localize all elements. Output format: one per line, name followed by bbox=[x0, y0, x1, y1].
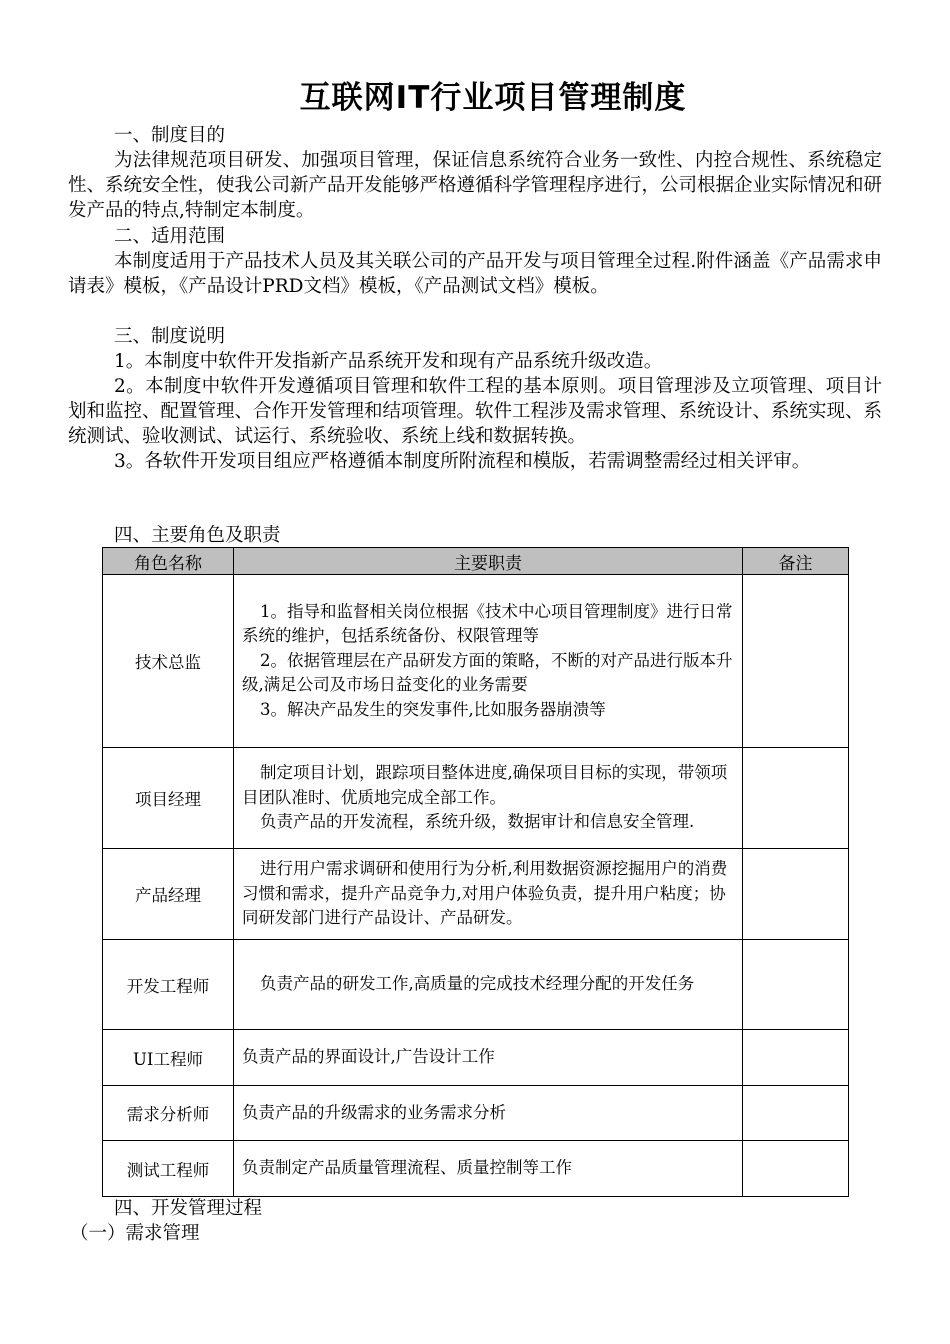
role-name: 技术总监 bbox=[103, 575, 234, 748]
role-note bbox=[743, 1030, 849, 1086]
table-row bbox=[103, 940, 849, 1030]
table-row bbox=[103, 575, 849, 748]
table-row bbox=[103, 1030, 849, 1086]
role-name: 产品经理 bbox=[103, 849, 234, 940]
section-1-body bbox=[68, 148, 882, 223]
section-3-item: 3。各软件开发项目组应严格遵循本制度所附流程和模版，若需调整需经过相关评审。 bbox=[114, 451, 811, 472]
role-name: 开发工程师 bbox=[103, 940, 234, 1030]
role-note bbox=[743, 748, 849, 849]
section-2-paragraph: 本制度适用于产品技术人员及其关联公司的产品开发与项目管理全过程.附件涵盖《产品需求申请表》模板，《产品设计PRD文档》模板，《产品测试文档》模板。 bbox=[68, 251, 882, 297]
role-duties bbox=[234, 1030, 743, 1086]
duty-line: 3。解决产品发生的突发事件,比如服务器崩溃等 bbox=[260, 699, 606, 719]
role-note bbox=[743, 1086, 849, 1141]
role-name: UI工程师 bbox=[103, 1030, 234, 1086]
section-1-paragraph: 为法律规范项目研发、加强项目管理，保证信息系统符合业务一致性、内控合规性、系统稳定性、系统安全性，使我公司新产品开发能够严格遵循科学管理程序进行，公司根据企业实际情况和研发产品的特点,特制定本制度。 bbox=[68, 150, 883, 221]
duty-line: 2。依据管理层在产品研发方面的策略，不断的对产品进行版本升级,满足公司及市场日益变化的业务需要 bbox=[242, 650, 733, 695]
table-row bbox=[103, 748, 849, 849]
table-row bbox=[103, 849, 849, 940]
role-note bbox=[743, 849, 849, 940]
role-duties bbox=[234, 1141, 743, 1197]
role-duties bbox=[234, 575, 743, 748]
section-3-item: 1。本制度中软件开发指新产品系统开发和现有产品系统升级改造。 bbox=[114, 351, 663, 372]
role-name: 需求分析师 bbox=[103, 1086, 234, 1141]
role-duties bbox=[234, 1086, 743, 1141]
duty-line: 1。指导和监督相关岗位根据《技术中心项目管理制度》进行日常系统的维护，包括系统备份、权限管理等 bbox=[242, 601, 733, 646]
section-3-body bbox=[68, 349, 882, 474]
header-notes: 备注 bbox=[743, 548, 849, 575]
role-name: 测试工程师 bbox=[103, 1141, 234, 1197]
duty-line: 负责产品的升级需求的业务需求分析 bbox=[242, 1102, 506, 1122]
document-title: 互联网IT行业项目管理制度 bbox=[299, 80, 687, 116]
duty-line: 进行用户需求调研和使用行为分析,利用数据资源挖掘用户的消费习惯和需求，提升产品竞争力,对用户体验负责，提升用户粘度；协同研发部门进行产品设计、产品研发。 bbox=[242, 859, 728, 928]
table-row bbox=[103, 1086, 849, 1141]
role-duties bbox=[234, 849, 743, 940]
header-main-duties: 主要职责 bbox=[234, 548, 743, 575]
duty-line: 负责制定产品质量管理流程、质量控制等工作 bbox=[242, 1158, 572, 1178]
section-4-heading: 四、主要角色及职责 bbox=[114, 525, 281, 546]
section-3-heading: 三、制度说明 bbox=[114, 326, 226, 347]
duty-line: 负责产品的研发工作,高质量的完成技术经理分配的开发任务 bbox=[260, 974, 695, 994]
roles-table bbox=[102, 547, 849, 1197]
role-duties bbox=[234, 940, 743, 1030]
role-note bbox=[743, 575, 849, 748]
section-5-heading: 四、开发管理过程 bbox=[114, 1198, 263, 1219]
section-1-heading: 一、制度目的 bbox=[114, 125, 226, 146]
table-header-row bbox=[103, 548, 849, 575]
table-row bbox=[103, 1141, 849, 1197]
section-5-subheading: （一）需求管理 bbox=[70, 1223, 200, 1244]
role-note bbox=[743, 1141, 849, 1197]
header-role-name: 角色名称 bbox=[103, 548, 234, 575]
duty-line: 制定项目计划，跟踪项目整体进度,确保项目目标的实现，带领项目团队准时、优质地完成全部工作。 bbox=[242, 763, 728, 807]
section-2-heading: 二、适用范围 bbox=[114, 226, 226, 247]
role-name: 项目经理 bbox=[103, 748, 234, 849]
section-3-item: 2。本制度中软件开发遵循项目管理和软件工程的基本原则。项目管理涉及立项管理、项目计划和监控、配置管理、合作开发管理和结项管理。软件工程涉及需求管理、系统设计、系统实现、系统测试、验收测试、试运行、系统验收、系统上线和数据转换。 bbox=[68, 376, 883, 447]
role-note bbox=[743, 940, 849, 1030]
duty-line: 负责产品的界面设计,广告设计工作 bbox=[242, 1047, 495, 1067]
role-duties bbox=[234, 748, 743, 849]
section-2-body bbox=[68, 249, 882, 299]
duty-line: 负责产品的开发流程，系统升级，数据审计和信息安全管理. bbox=[260, 812, 695, 832]
